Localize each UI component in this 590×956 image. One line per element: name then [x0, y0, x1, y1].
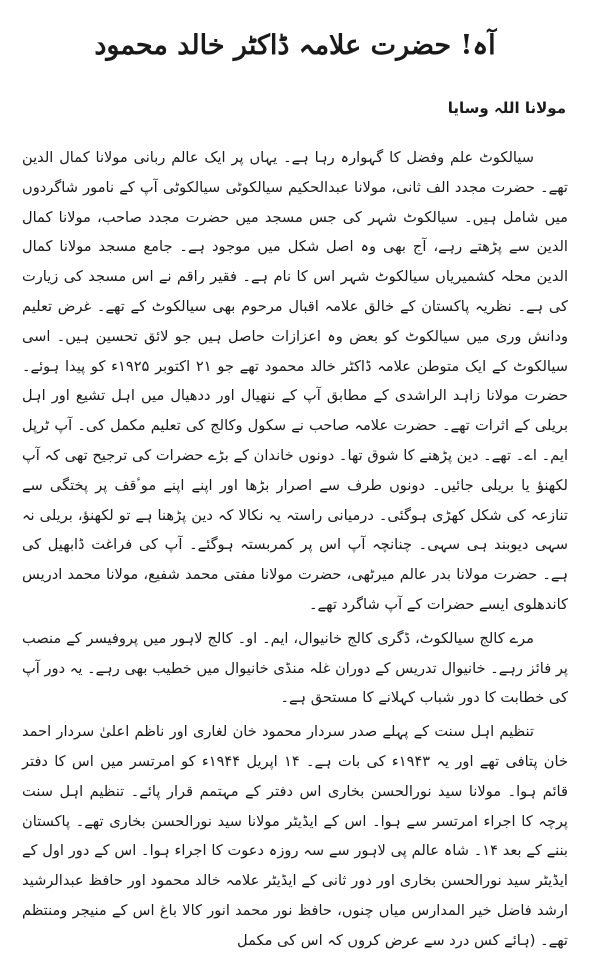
paragraph: تنظیم اہل سنت کے پہلے صدر سردار محمود خان لغاری اور ناظم اعلیٰ سردار احمد خان پتافی تھے اور یہ ۱۹۴۳ء کی بات ہے۔ ۱۴ اپریل ۱۹۴۴ء کو امرتسر میں اس کا دفتر قائم ہوا۔ مولانا سید نورالحسن بخاری اس دفتر کے مہتمم قرار پائے۔ تنظیم اہل سنت پرچہ کا اجراء امرتسر سے ہوا۔ اس کے ایڈیٹر مولانا سید نورالحسن بخاری تھے۔ پاکستان بننے کے بعد ۱۴۔ شاہ عالم پی لاہور سے سہ روزہ دعوت کا اجراء ہوا۔ اس کے دور اول کے ایڈیٹر سید نورالحسن بخاری اور دور ثانی کے ایڈیٹر علامہ خالد محمود اور حافظ عبدالرشید ارشد فاضل خیر المدارس میاں چنوں، حافظ نور محمد انور کالا باغ اس کے منیجر ومنتظم تھے۔ (ہائے کس درد سے عرض کروں کہ اس کی مکمل: [22, 723, 568, 949]
paragraph: سیالکوٹ علم وفضل کا گہوارہ رہا ہے۔ یہاں پر ایک عالم ربانی مولانا کمال الدین تھے۔ حضرت مجدد الف ثانی، مولانا عبدالحکیم سیالکوٹی سیالکوٹی آپ کے نامور شاگردوں میں شامل ہیں۔ سیالکوٹ شہر کی جس مسجد میں حضرت مجدد صاحب، مولانا کمال الدین سے پڑھتے رہے، آج بھی وہ اصل شکل میں موجود ہے۔ جامع مسجد مولانا کمال الدین محلہ کشمیریاں سیالکوٹ شہر اس کا نام ہے۔ فقیر راقم نے اس مسجد کی زیارت کی ہے۔ نظریہ پاکستان کے خالق علامہ اقبال مرحوم بھی سیالکوٹ کے تھے۔ غرض تعلیم ودانش وری میں سیالکوٹ کو بعض وہ اعزازات حاصل ہیں جو لائق تحسین ہیں۔ اسی سیالکوٹ کے ایک متوطن علامہ ڈاکٹر خالد محمود تھے جو ۲۱ اکتوبر ۱۹۲۵ء کو پیدا ہوئے۔ حضرت مولانا زاہد الراشدی کے مطابق آپ کے ننھیال اور ددھیال میں اہل تشیع اور اہل بریلی کے اثرات تھے۔ حضرت علامہ صاحب نے سکول وکالج کی تعلیم مکمل کی۔ آپ ٹرپل ایم۔ اے۔ تھے۔ دین پڑھنے کا شوق تھا۔ دونوں خاندان کے بڑے حضرات کی ترجیح تھی کہ آپ لکھنؤ یا بریلی جائیں۔ دونوں طرف سے اصرار بڑھا اور اپنے اپنے موٴقف پر پختگی سے تنازعہ کی شکل کھڑی ہوگئی۔ درمیانی راستہ یہ نکالا کہ دین پڑھنا ہے تو لکھنؤ، بریلی نہ سہی دیوبند ہی سہی۔ چنانچہ آپ اس پر کمربستہ ہوگئے۔ آپ کی فراغت ڈابھیل کی ہے۔ حضرت مولانا بدر عالم میرٹھی، حضرت مولانا مفتی محمد شفیع، مولانا محمد ادریس کاندھلوی ایسے حضرات کے آپ شاگرد تھے۔: [22, 149, 568, 614]
article-title: آہ! حضرت علامہ ڈاکٹر خالد محمود: [94, 30, 496, 61]
author-name: مولانا اللہ وسایا: [447, 99, 566, 118]
article-body: [22, 143, 568, 956]
paragraph: مرے کالج سیالکوٹ، ڈگری کالج خانیوال، ایم۔ او۔ کالج لاہور میں پروفیسر کے منصب پر فائز رہے۔ خانیوال تدریس کے دوران غلہ منڈی خانیوال میں خطیب بھی رہے۔ یہ دور آپ کی خطابت کا دور شباب کہلانے کا مستحق ہے۔: [22, 629, 568, 707]
